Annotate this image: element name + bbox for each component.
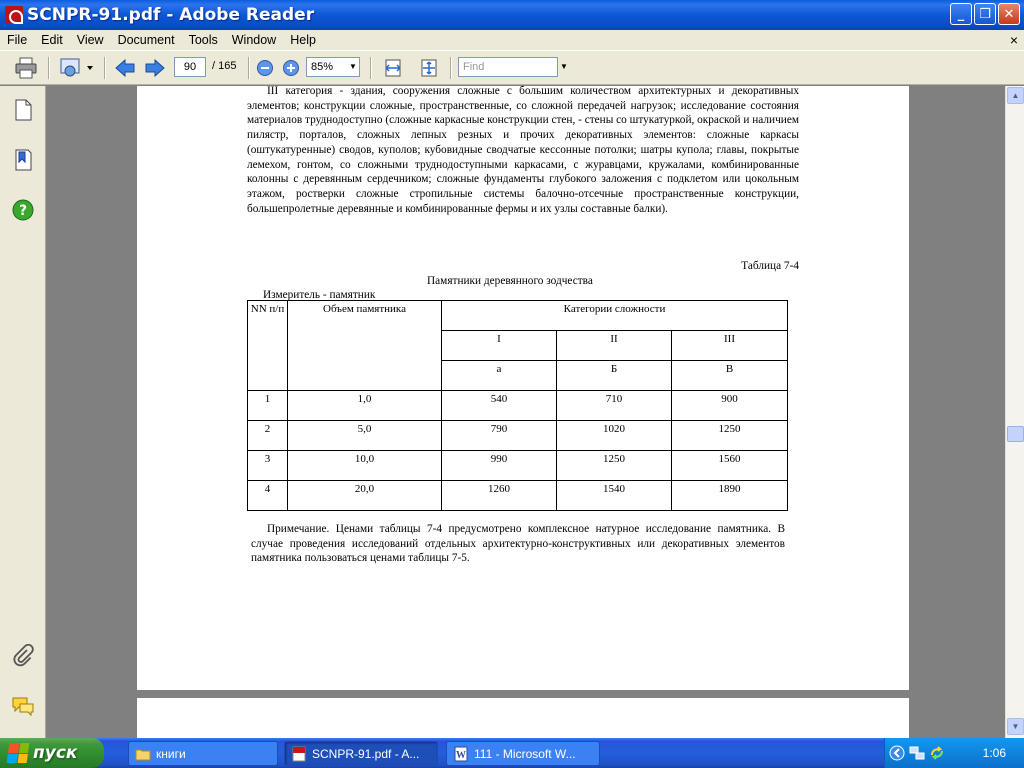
taskbar-item-word[interactable] (446, 741, 600, 766)
row-price: 1250 (672, 421, 788, 451)
tray-expand-icon[interactable] (889, 745, 905, 761)
help-icon (12, 199, 34, 221)
fit-width-button[interactable] (380, 57, 406, 79)
table-note-paragraph: Примечание. Ценами таблицы 7-4 предусмотрено комплексное натурное исследование памятника. В случае проведения исследований отдельных архитектурно-конструктивных или декоративных элементов памятника пользоваться ценами таблицы 7-5. (251, 523, 785, 565)
toolbar (0, 50, 1024, 85)
comments-icon (11, 695, 35, 717)
row-price: 790 (442, 421, 557, 451)
organizer-button[interactable] (56, 57, 96, 79)
taskbar-item-label: книги (156, 746, 186, 761)
row-price: 540 (442, 391, 557, 421)
row-price: 1540 (557, 481, 672, 511)
fit-page-icon (419, 58, 439, 78)
start-label: пуск (33, 743, 78, 763)
maximize-button[interactable]: ❐ (974, 3, 996, 25)
windows-logo-icon (7, 743, 30, 763)
row-volume: 20,0 (288, 481, 442, 511)
previous-page-button[interactable] (112, 57, 138, 79)
menu-window[interactable]: Window (231, 33, 277, 47)
scroll-thumb[interactable] (1007, 426, 1024, 442)
next-page-button[interactable] (142, 57, 168, 79)
header-categories: Категории сложности (442, 301, 788, 331)
row-number: 4 (248, 481, 288, 511)
price-table (247, 300, 788, 511)
svg-text:W: W (456, 749, 466, 761)
scroll-up-button[interactable]: ▲ (1007, 87, 1024, 104)
page-number-input[interactable]: 90 (174, 57, 206, 77)
table-row (248, 391, 788, 421)
zoom-select[interactable] (306, 57, 360, 77)
bookmarks-panel-button[interactable] (11, 148, 35, 172)
pdf-icon (291, 746, 307, 762)
system-tray (884, 738, 1024, 768)
vertical-scrollbar[interactable] (1005, 86, 1024, 738)
row-number: 2 (248, 421, 288, 451)
pages-icon (12, 98, 34, 122)
chevron-down-icon[interactable]: ▼ (349, 62, 357, 71)
taskbar-item-folder[interactable] (128, 741, 278, 766)
table-number: Таблица 7-4 (741, 260, 799, 272)
header-subcategory: Б (557, 361, 672, 391)
taskbar-item-label: SCNPR-91.pdf - A... (312, 746, 420, 761)
menu-document[interactable]: Document (117, 33, 175, 47)
navigation-pane (0, 86, 46, 738)
taskbar (0, 738, 1024, 768)
pdf-page (137, 86, 909, 690)
zoom-out-button[interactable] (254, 57, 276, 79)
arrow-left-icon (114, 58, 136, 78)
row-price: 1260 (442, 481, 557, 511)
find-input[interactable]: Find (458, 57, 558, 77)
row-price: 1890 (672, 481, 788, 511)
page-total-label: / 165 (212, 60, 237, 72)
word-icon (453, 746, 469, 762)
header-category: III (672, 331, 788, 361)
document-viewport[interactable] (47, 86, 1005, 738)
menu-edit[interactable]: Edit (41, 33, 63, 47)
print-button[interactable] (12, 57, 40, 79)
fit-width-icon (383, 58, 403, 78)
category-description-paragraph: III категория - здания, сооружения сложные с большим количеством архитектурных и декоративных элементов; конструкции сложные, пространственные, со сложной передачей нагрузок; исследование состояния материалов труднодоступно (сложные каркасные конструкции стен, - стены со штукатуркой, окраской и наличием пилястр, порталов, сложных лепных резных и прочих декоративных элементов: сложные каркасы (оштукатуренные) сводов, куполов; кубовидные сводчатые кессонные потолки; шатры купола; главы, покрытые лемехом, гонтом, со сложными труднодоступными каркасами, с журавцами, кружалами, комбинированные колонны с деревянным сердечником; сложные фундаменты глубокого заложения с подклетом или цокольным этажом, ростверки сложные стропильные системы балочно-отсечные пространственные конструкции, большепролетные деревянные и комбинированные фермы и их узлы составные балки). (247, 86, 799, 215)
taskbar-item-pdf[interactable] (284, 741, 438, 766)
printer-icon (14, 57, 38, 79)
paperclip-icon (12, 644, 34, 668)
menu-file[interactable]: File (7, 33, 28, 47)
zoom-in-button[interactable] (280, 57, 302, 79)
taskbar-item-label: 111 - Microsoft W... (474, 746, 576, 761)
menu-bar (0, 30, 1024, 50)
unit-label: Измеритель - памятник (263, 289, 376, 301)
window-title: SCNPR-91.pdf - Adobe Reader (27, 5, 315, 25)
row-price: 1020 (557, 421, 672, 451)
scroll-down-button[interactable]: ▼ (1007, 718, 1024, 735)
row-number: 3 (248, 451, 288, 481)
table-title: Памятники деревянного зодчества (427, 275, 593, 287)
organizer-icon (58, 57, 94, 79)
bookmark-icon (12, 148, 34, 172)
document-close-icon[interactable]: × (1009, 32, 1018, 48)
row-price: 990 (442, 451, 557, 481)
header-subcategory: а (442, 361, 557, 391)
adobe-reader-icon (5, 6, 23, 24)
row-volume: 1,0 (288, 391, 442, 421)
folder-icon (135, 746, 151, 762)
header-category: I (442, 331, 557, 361)
header-number: NN п/п (248, 301, 288, 391)
row-volume: 5,0 (288, 421, 442, 451)
header-subcategory: В (672, 361, 788, 391)
menu-view[interactable]: View (76, 33, 104, 47)
find-options-chevron-icon[interactable]: ▼ (560, 62, 568, 71)
svg-text:?: ? (18, 203, 28, 219)
zoom-out-icon (256, 59, 274, 77)
row-price: 1250 (557, 451, 672, 481)
row-number: 1 (248, 391, 288, 421)
clock[interactable]: 1:06 (982, 746, 1006, 760)
close-button[interactable]: ✕ (998, 3, 1020, 25)
zoom-in-icon (282, 59, 300, 77)
sync-arrows-icon[interactable] (929, 745, 945, 761)
menu-tools[interactable]: Tools (188, 33, 218, 47)
arrow-right-icon (144, 58, 166, 78)
row-volume: 10,0 (288, 451, 442, 481)
start-button[interactable] (0, 738, 104, 768)
fit-page-button[interactable] (416, 57, 442, 79)
table-row (248, 451, 788, 481)
row-price: 900 (672, 391, 788, 421)
header-volume: Объем памятника (288, 301, 442, 391)
help-panel-button[interactable] (11, 198, 35, 222)
pages-panel-button[interactable] (11, 98, 35, 122)
row-price: 1560 (672, 451, 788, 481)
zoom-value: 85% (311, 61, 334, 73)
minimize-button[interactable]: _ (950, 3, 972, 25)
title-bar[interactable] (0, 0, 1024, 30)
header-category: II (557, 331, 672, 361)
row-price: 710 (557, 391, 672, 421)
attachments-panel-button[interactable] (11, 644, 35, 668)
table-row (248, 421, 788, 451)
pdf-next-page (137, 698, 909, 738)
table-row (248, 481, 788, 511)
comments-panel-button[interactable] (11, 694, 35, 718)
menu-help[interactable]: Help (290, 33, 316, 47)
network-icon[interactable] (909, 745, 925, 761)
